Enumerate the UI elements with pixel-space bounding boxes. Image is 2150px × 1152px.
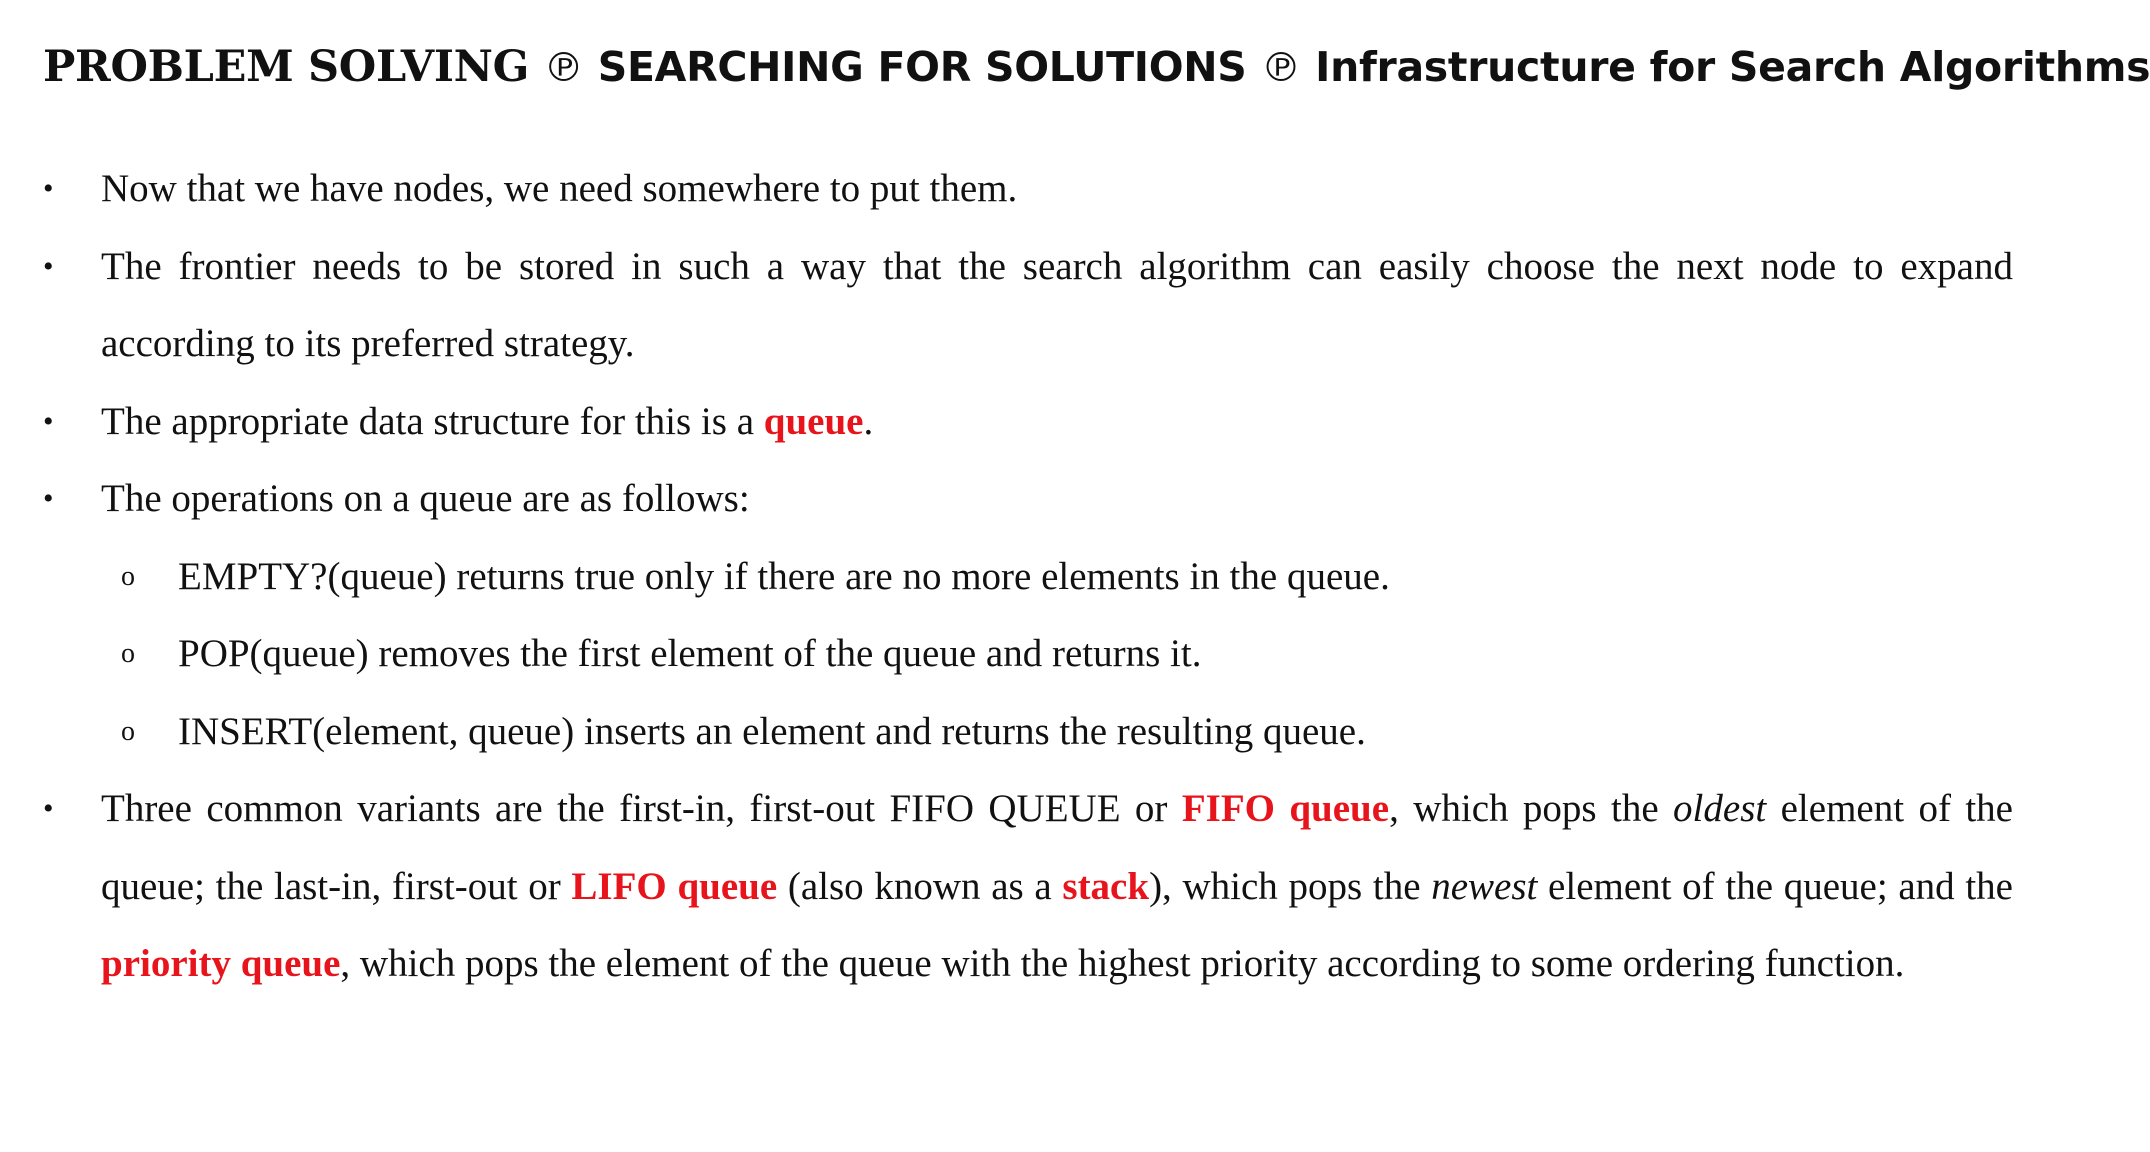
bullet-text: (also known as a [777,864,1063,908]
sub-bullet-text: POP(queue) removes the first element of the queue and returns it. [178,632,1202,675]
bullet-text: The frontier needs to be stored in such a way that the search algorithm can easily choose the next node to expand according to its preferred strategy. [101,244,2013,365]
bullet-marker: • [43,404,54,438]
bullet-marker: • [43,249,54,283]
title-separator: ℗ [1260,45,1301,91]
bullet-text: element of the queue; and the [1537,864,2013,908]
bullet-text: , which pops the element of the queue with the highest priority according to some ordering function. [340,942,1905,985]
highlight-lifo-queue: LIFO queue [571,864,778,908]
bullet-marker: • [43,792,54,825]
bullet-item [43,150,2013,228]
bullet-item [43,770,2013,1003]
bullet-item [43,228,2013,383]
title-part-searching: SEARCHING FOR SOLUTIONS [597,43,1247,91]
highlight-fifo-queue: FIFO queue [1181,787,1390,830]
bullet-text: . [863,399,874,443]
bullet-text: ), which pops the [1149,864,1432,908]
sub-bullet-marker: o [121,638,135,669]
title-part-infrastructure: Infrastructure for Search Algorithms [1315,43,2150,91]
bullet-item [43,383,2013,461]
bullet-text: Three common variants are the first-in, first-out FIFO QUEUE or [101,787,1182,830]
sub-bullet-item [43,538,2013,616]
highlight-priority-queue: priority queue [101,942,341,985]
bullet-text: The operations on a queue are as follows: [101,477,750,520]
bullet-item [43,460,2013,538]
bullet-text: Now that we have nodes, we need somewhere to put them. [101,167,1018,210]
sub-bullet-item [43,693,2013,771]
bullet-text: , which pops the [1389,787,1674,830]
bullet-text: The appropriate data structure for this is a [101,399,764,443]
slide-body [43,150,2013,1003]
bullet-marker: • [43,482,54,515]
title-separator: ℗ [543,45,584,91]
bullet-text: element of the queue; the last-in, first-out or [101,787,2013,908]
title-part-problem-solving: PROBLEM SOLVING [43,42,530,92]
highlight-stack: stack [1062,864,1150,908]
sub-bullet-marker: o [121,560,135,592]
sub-bullet-marker: o [121,715,135,747]
emphasis-newest: newest [1431,864,1538,908]
bullet-marker: • [43,172,54,205]
sub-bullet-item [43,615,2013,693]
slide-title [43,38,2150,97]
emphasis-oldest: oldest [1673,787,1767,830]
sub-bullet-text: EMPTY?(queue) returns true only if there are no more elements in the queue. [178,554,1390,598]
sub-bullet-text: INSERT(element, queue) inserts an element and returns the resulting queue. [178,709,1366,753]
highlight-queue: queue [763,399,864,443]
